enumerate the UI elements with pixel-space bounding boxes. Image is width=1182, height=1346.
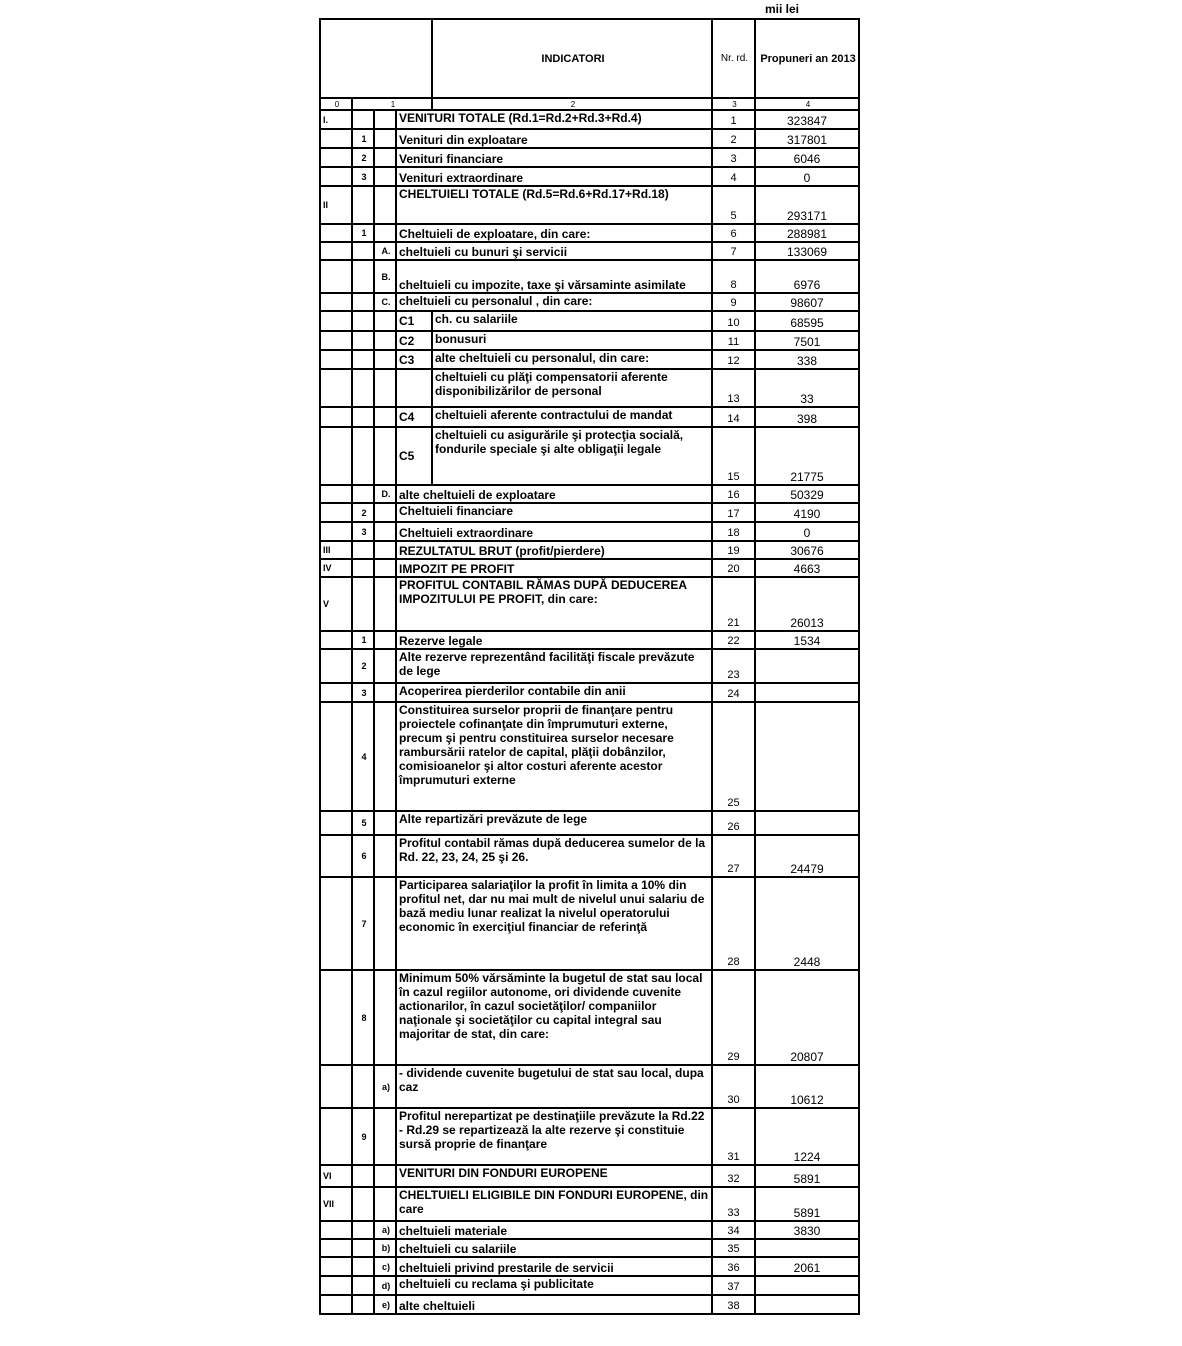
row-level-3-label xyxy=(374,311,396,331)
row-level-1-label xyxy=(320,331,352,350)
row-number: 29 xyxy=(712,970,755,1065)
table-row xyxy=(320,1257,859,1276)
row-value: 3830 xyxy=(755,1221,859,1239)
row-level-1-label xyxy=(320,427,352,485)
row-level-1-label xyxy=(320,1295,352,1314)
row-value: 2061 xyxy=(755,1257,859,1276)
row-value: 20807 xyxy=(755,970,859,1065)
row-level-3-label xyxy=(374,559,396,577)
row-indicator-text: REZULTATUL BRUT (profit/pierdere) xyxy=(396,541,712,559)
row-value: 26013 xyxy=(755,577,859,631)
row-level-3-label: a) xyxy=(374,1065,396,1108)
row-level-2-label: 1 xyxy=(352,631,374,649)
row-number: 27 xyxy=(712,835,755,877)
table-row xyxy=(320,485,859,503)
table-row xyxy=(320,1239,859,1257)
row-number: 31 xyxy=(712,1108,755,1165)
row-value: 68595 xyxy=(755,311,859,331)
row-number: 19 xyxy=(712,541,755,559)
row-level-1-label xyxy=(320,224,352,242)
row-level-1-label xyxy=(320,811,352,835)
table-row xyxy=(320,148,859,167)
row-level-1-label xyxy=(320,649,352,683)
row-number: 25 xyxy=(712,702,755,811)
row-level-2-label: 2 xyxy=(352,649,374,683)
row-level-2-label xyxy=(352,311,374,331)
row-level-3-label xyxy=(374,577,396,631)
row-level-4-label xyxy=(396,369,432,407)
row-number: 24 xyxy=(712,683,755,702)
row-level-2-label xyxy=(352,293,374,311)
row-level-2-label xyxy=(352,559,374,577)
row-level-2-label xyxy=(352,260,374,293)
row-level-3-label: C. xyxy=(374,293,396,311)
table-row xyxy=(320,1295,859,1314)
table-row xyxy=(320,683,859,702)
row-indicator-text: PROFITUL CONTABIL RĂMAS DUPĂ DEDUCEREA IMPOZITULUI PE PROFIT, din care: xyxy=(396,577,712,631)
row-level-1-label xyxy=(320,1257,352,1276)
row-number: 23 xyxy=(712,649,755,683)
row-indicator-text: CHELTUIELI ELIGIBILE DIN FONDURI EUROPENE, din care xyxy=(396,1187,712,1221)
row-level-4-label: C4 xyxy=(396,407,432,427)
table-row xyxy=(320,350,859,369)
row-level-1-label xyxy=(320,1239,352,1257)
row-value xyxy=(755,683,859,702)
row-number: 1 xyxy=(712,110,755,129)
row-level-1-label xyxy=(320,260,352,293)
row-indicator-text: cheltuieli materiale xyxy=(396,1221,712,1239)
row-level-3-label xyxy=(374,1187,396,1221)
row-value: 24479 xyxy=(755,835,859,877)
table-row xyxy=(320,835,859,877)
row-number: 28 xyxy=(712,877,755,970)
table-row xyxy=(320,649,859,683)
table-row xyxy=(320,167,859,186)
row-value xyxy=(755,1239,859,1257)
table-row xyxy=(320,224,859,242)
row-level-2-label: 2 xyxy=(352,503,374,522)
row-indicator-text: Profitul nerepartizat pe destinaţiile prevăzute la Rd.22 - Rd.29 se repartizează la alte rezerve şi constituie sursă proprie de finanţare xyxy=(396,1108,712,1165)
row-level-1-label xyxy=(320,1065,352,1108)
row-level-3-label xyxy=(374,427,396,485)
table-row xyxy=(320,331,859,350)
row-indicator-text: cheltuieli cu bunuri şi servicii xyxy=(396,242,712,260)
row-number: 35 xyxy=(712,1239,755,1257)
row-level-1-label xyxy=(320,522,352,541)
row-number: 38 xyxy=(712,1295,755,1314)
unit-label: mii lei xyxy=(765,2,800,16)
row-number: 3 xyxy=(712,148,755,167)
row-level-1-label: I. xyxy=(320,110,352,129)
row-number: 4 xyxy=(712,167,755,186)
row-level-3-label xyxy=(374,369,396,407)
row-value: 293171 xyxy=(755,186,859,224)
row-number: 37 xyxy=(712,1276,755,1295)
row-level-3-label xyxy=(374,1165,396,1187)
row-number: 7 xyxy=(712,242,755,260)
row-level-2-label xyxy=(352,1239,374,1257)
table-row xyxy=(320,811,859,835)
row-number: 14 xyxy=(712,407,755,427)
row-level-2-label: 2 xyxy=(352,148,374,167)
row-value: 1534 xyxy=(755,631,859,649)
row-level-1-label: V xyxy=(320,577,352,631)
row-indicator-text: alte cheltuieli xyxy=(396,1295,712,1314)
row-level-2-label: 9 xyxy=(352,1108,374,1165)
row-level-2-label xyxy=(352,427,374,485)
row-number: 21 xyxy=(712,577,755,631)
row-indicator-text: Venituri extraordinare xyxy=(396,167,712,186)
row-level-1-label xyxy=(320,167,352,186)
row-level-3-label: c) xyxy=(374,1257,396,1276)
row-number: 22 xyxy=(712,631,755,649)
row-level-3-label xyxy=(374,702,396,811)
row-level-1-label xyxy=(320,683,352,702)
row-level-1-label xyxy=(320,311,352,331)
row-level-3-label xyxy=(374,649,396,683)
row-value xyxy=(755,1295,859,1314)
row-indicator-text: Alte rezerve reprezentând facilităţi fiscale prevăzute de lege xyxy=(396,649,712,683)
row-level-2-label xyxy=(352,369,374,407)
row-level-2-label xyxy=(352,1276,374,1295)
row-level-3-label: B. xyxy=(374,260,396,293)
column-number-row xyxy=(320,98,859,110)
row-level-3-label xyxy=(374,129,396,148)
row-number: 17 xyxy=(712,503,755,522)
row-level-1-label xyxy=(320,503,352,522)
row-level-1-label xyxy=(320,129,352,148)
row-value: 98607 xyxy=(755,293,859,311)
row-indicator-text: cheltuieli cu asigurările şi protecţia socială, fondurile speciale şi alte obligaţii legale xyxy=(432,427,712,485)
row-level-2-label: 8 xyxy=(352,970,374,1065)
row-value xyxy=(755,649,859,683)
row-level-3-label: a) xyxy=(374,1221,396,1239)
row-level-2-label xyxy=(352,186,374,224)
row-level-2-label xyxy=(352,541,374,559)
col-number-0: 0 xyxy=(320,98,352,110)
row-level-3-label xyxy=(374,683,396,702)
row-number: 13 xyxy=(712,369,755,407)
row-level-3-label xyxy=(374,877,396,970)
row-level-3-label: A. xyxy=(374,242,396,260)
row-level-1-label xyxy=(320,877,352,970)
row-indicator-text: alte cheltuieli cu personalul, din care: xyxy=(432,350,712,369)
row-value: 288981 xyxy=(755,224,859,242)
row-level-2-label: 3 xyxy=(352,683,374,702)
table-row xyxy=(320,1187,859,1221)
row-level-2-label xyxy=(352,1295,374,1314)
row-number: 12 xyxy=(712,350,755,369)
row-level-2-label: 6 xyxy=(352,835,374,877)
row-level-1-label xyxy=(320,1221,352,1239)
row-indicator-text: cheltuieli aferente contractului de mandat xyxy=(432,407,712,427)
row-level-3-label xyxy=(374,970,396,1065)
row-indicator-text: - dividende cuvenite bugetului de stat sau local, dupa caz xyxy=(396,1065,712,1108)
row-level-3-label: b) xyxy=(374,1239,396,1257)
row-value: 0 xyxy=(755,167,859,186)
row-indicator-text: Minimum 50% vărsăminte la bugetul de stat sau local în cazul regiilor autonome, ori dividende cuvenite actionarilor, în cazul societăţilor/ companiilor naţionale şi societăţilor cu capital integral sau majoritar de stat, din care: xyxy=(396,970,712,1065)
row-indicator-text: Cheltuieli extraordinare xyxy=(396,522,712,541)
row-level-4-label: C1 xyxy=(396,311,432,331)
row-level-2-label: 1 xyxy=(352,129,374,148)
row-value xyxy=(755,1276,859,1295)
row-level-4-label: C3 xyxy=(396,350,432,369)
row-level-3-label xyxy=(374,503,396,522)
col-number-4: 4 xyxy=(755,98,859,110)
row-indicator-text: cheltuieli cu salariile xyxy=(396,1239,712,1257)
row-value: 317801 xyxy=(755,129,859,148)
row-value: 50329 xyxy=(755,485,859,503)
row-indicator-text: cheltuieli cu impozite, taxe şi vărsaminte asimilate xyxy=(396,260,712,293)
row-value: 133069 xyxy=(755,242,859,260)
row-level-1-label: IV xyxy=(320,559,352,577)
row-indicator-text: Alte repartizări prevăzute de lege xyxy=(396,811,712,835)
row-value: 6046 xyxy=(755,148,859,167)
row-indicator-text: Cheltuieli de exploatare, din care: xyxy=(396,224,712,242)
row-level-3-label: D. xyxy=(374,485,396,503)
row-level-2-label: 7 xyxy=(352,877,374,970)
row-value: 6976 xyxy=(755,260,859,293)
row-level-2-label xyxy=(352,485,374,503)
row-indicator-text: cheltuieli cu plăţi compensatorii aferente disponibilizărilor de personal xyxy=(432,369,712,407)
row-number: 5 xyxy=(712,186,755,224)
row-level-2-label: 3 xyxy=(352,167,374,186)
row-level-2-label xyxy=(352,331,374,350)
row-indicator-text: cheltuieli cu personalul , din care: xyxy=(396,293,712,311)
row-number: 18 xyxy=(712,522,755,541)
row-level-2-label xyxy=(352,407,374,427)
row-number: 20 xyxy=(712,559,755,577)
row-number: 26 xyxy=(712,811,755,835)
row-value: 5891 xyxy=(755,1165,859,1187)
row-value xyxy=(755,811,859,835)
row-number: 16 xyxy=(712,485,755,503)
row-indicator-text: Cheltuieli financiare xyxy=(396,503,712,522)
row-level-3-label xyxy=(374,407,396,427)
table-row xyxy=(320,293,859,311)
row-indicator-text: Venituri financiare xyxy=(396,148,712,167)
row-level-1-label xyxy=(320,485,352,503)
row-indicator-text: Profitul contabil rămas după deducerea sumelor de la Rd. 22, 23, 24, 25 şi 26. xyxy=(396,835,712,877)
row-level-3-label xyxy=(374,224,396,242)
col-number-2: 2 xyxy=(432,98,712,110)
row-value: 323847 xyxy=(755,110,859,129)
table-row xyxy=(320,1165,859,1187)
row-level-3-label: d) xyxy=(374,1276,396,1295)
row-level-4-label: C5 xyxy=(396,427,432,485)
row-level-2-label: 5 xyxy=(352,811,374,835)
header-nr-rd: Nr. rd. xyxy=(712,19,755,98)
row-level-3-label xyxy=(374,522,396,541)
row-value: 21775 xyxy=(755,427,859,485)
row-value: 0 xyxy=(755,522,859,541)
budget-table xyxy=(319,18,860,1315)
table-row xyxy=(320,129,859,148)
row-level-1-label: III xyxy=(320,541,352,559)
row-level-3-label xyxy=(374,631,396,649)
row-value xyxy=(755,702,859,811)
table-row xyxy=(320,702,859,811)
row-value: 2448 xyxy=(755,877,859,970)
row-level-1-label xyxy=(320,369,352,407)
row-value: 7501 xyxy=(755,331,859,350)
table-row xyxy=(320,110,859,129)
row-value: 398 xyxy=(755,407,859,427)
row-value: 33 xyxy=(755,369,859,407)
table-row xyxy=(320,631,859,649)
table-row xyxy=(320,503,859,522)
row-indicator-text: VENITURI TOTALE (Rd.1=Rd.2+Rd.3+Rd.4) xyxy=(396,110,712,129)
row-level-3-label xyxy=(374,167,396,186)
row-level-3-label xyxy=(374,811,396,835)
table-row xyxy=(320,1276,859,1295)
row-level-1-label xyxy=(320,970,352,1065)
row-level-1-label xyxy=(320,835,352,877)
row-level-1-label xyxy=(320,1108,352,1165)
table-row xyxy=(320,186,859,224)
row-number: 32 xyxy=(712,1165,755,1187)
row-level-2-label xyxy=(352,350,374,369)
row-level-1-label xyxy=(320,148,352,167)
row-number: 6 xyxy=(712,224,755,242)
row-level-3-label xyxy=(374,835,396,877)
row-level-3-label: e) xyxy=(374,1295,396,1314)
row-level-1-label xyxy=(320,702,352,811)
table-row xyxy=(320,369,859,407)
row-number: 30 xyxy=(712,1065,755,1108)
row-level-2-label xyxy=(352,1257,374,1276)
row-indicator-text: Participarea salariaţilor la profit în limita a 10% din profitul net, dar nu mai mult de nivelul unui salariu de bază mediu lunar realizat la nivelul operatorului economic în exerciţiul financiar de referinţă xyxy=(396,877,712,970)
row-indicator-text: alte cheltuieli de exploatare xyxy=(396,485,712,503)
table-row xyxy=(320,577,859,631)
row-level-2-label xyxy=(352,1187,374,1221)
header-propuneri: Propuneri an 2013 xyxy=(755,19,859,98)
row-level-4-label: C2 xyxy=(396,331,432,350)
row-value: 4190 xyxy=(755,503,859,522)
row-level-1-label: II xyxy=(320,186,352,224)
row-level-1-label: VII xyxy=(320,1187,352,1221)
row-level-1-label xyxy=(320,1276,352,1295)
row-level-2-label xyxy=(352,242,374,260)
table-row xyxy=(320,970,859,1065)
table-row xyxy=(320,260,859,293)
row-level-2-label: 3 xyxy=(352,522,374,541)
table-row xyxy=(320,311,859,331)
row-level-2-label xyxy=(352,1065,374,1108)
row-level-3-label xyxy=(374,541,396,559)
table-row xyxy=(320,1221,859,1239)
row-level-1-label xyxy=(320,293,352,311)
table-row xyxy=(320,427,859,485)
row-indicator-text: CHELTUIELI TOTALE (Rd.5=Rd.6+Rd.17+Rd.18) xyxy=(396,186,712,224)
table-row xyxy=(320,407,859,427)
table-row xyxy=(320,1108,859,1165)
table-row xyxy=(320,541,859,559)
row-indicator-text: Acoperirea pierderilor contabile din anii xyxy=(396,683,712,702)
row-number: 33 xyxy=(712,1187,755,1221)
row-level-1-label xyxy=(320,407,352,427)
row-indicator-text: ch. cu salariile xyxy=(432,311,712,331)
row-value: 1224 xyxy=(755,1108,859,1165)
row-level-2-label: 1 xyxy=(352,224,374,242)
row-number: 11 xyxy=(712,331,755,350)
row-level-2-label xyxy=(352,577,374,631)
table-row xyxy=(320,242,859,260)
row-indicator-text: Constituirea surselor proprii de finanţare pentru proiectele cofinanţate din împrumuturi externe, precum şi pentru constituirea surselor necesare rambursării ratelor de capital, plăţii dobânzilor, comisioanelor şi altor costuri aferente acestor împrumuturi externe xyxy=(396,702,712,811)
row-number: 15 xyxy=(712,427,755,485)
row-indicator-text: Venituri din exploatare xyxy=(396,129,712,148)
row-number: 8 xyxy=(712,260,755,293)
table-row xyxy=(320,1065,859,1108)
row-level-3-label xyxy=(374,148,396,167)
row-level-2-label xyxy=(352,1165,374,1187)
row-number: 10 xyxy=(712,311,755,331)
row-number: 36 xyxy=(712,1257,755,1276)
row-value: 30676 xyxy=(755,541,859,559)
row-number: 34 xyxy=(712,1221,755,1239)
header-blank-cell xyxy=(320,19,432,98)
row-level-3-label xyxy=(374,110,396,129)
row-level-1-label xyxy=(320,350,352,369)
row-value: 4663 xyxy=(755,559,859,577)
row-level-1-label xyxy=(320,242,352,260)
table-header-row xyxy=(320,19,859,98)
row-indicator-text: cheltuieli privind prestarile de servicii xyxy=(396,1257,712,1276)
row-level-3-label xyxy=(374,1108,396,1165)
row-number: 9 xyxy=(712,293,755,311)
col-number-1: 1 xyxy=(352,98,432,110)
row-number: 2 xyxy=(712,129,755,148)
row-level-3-label xyxy=(374,350,396,369)
table-row xyxy=(320,877,859,970)
row-level-1-label xyxy=(320,631,352,649)
row-indicator-text: IMPOZIT PE PROFIT xyxy=(396,559,712,577)
col-number-3: 3 xyxy=(712,98,755,110)
row-level-1-label: VI xyxy=(320,1165,352,1187)
row-indicator-text: bonusuri xyxy=(432,331,712,350)
row-value: 10612 xyxy=(755,1065,859,1108)
row-indicator-text: VENITURI DIN FONDURI EUROPENE xyxy=(396,1165,712,1187)
row-indicator-text: Rezerve legale xyxy=(396,631,712,649)
table-row xyxy=(320,559,859,577)
row-level-3-label xyxy=(374,331,396,350)
row-level-2-label xyxy=(352,1221,374,1239)
table-row xyxy=(320,522,859,541)
row-level-3-label xyxy=(374,186,396,224)
row-value: 338 xyxy=(755,350,859,369)
row-level-2-label: 4 xyxy=(352,702,374,811)
row-indicator-text: cheltuieli cu reclama şi publicitate xyxy=(396,1276,712,1295)
row-value: 5891 xyxy=(755,1187,859,1221)
row-level-2-label xyxy=(352,110,374,129)
header-indicatori: INDICATORI xyxy=(432,19,712,98)
